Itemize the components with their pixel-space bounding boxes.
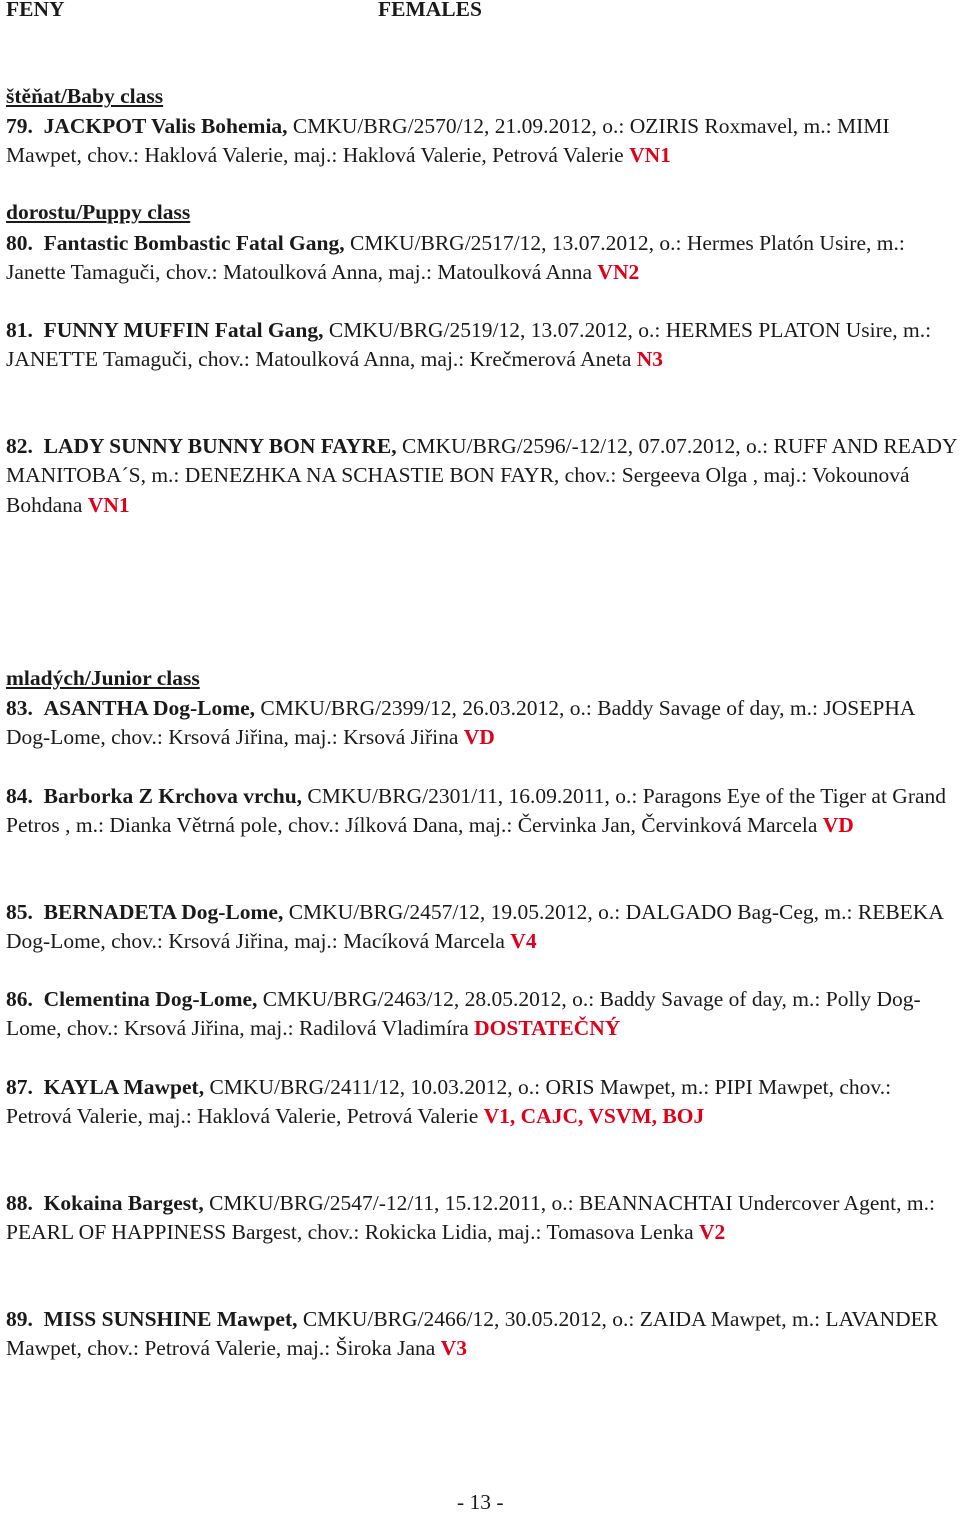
- entry-80: [6, 229, 960, 288]
- section-baby-class: štěňat/Baby class: [6, 84, 164, 108]
- entry-details: CMKU/BRG/2301/11, 16.09.2011, o.: Paragons Eye of the Tiger at Grand Petros , m.: Dianka Větrná pole, chov.: Jílková Dana, maj.: Červinka Jan, Červinková Marcela: [6, 784, 947, 838]
- entry-details: CMKU/BRG/2570/12, 21.09.2012, o.: OZIRIS Roxmavel, m.: MIMI Mawpet, chov.: Haklová Valerie, maj.: Haklová Valerie, Petrová Valerie: [6, 114, 890, 168]
- entry-82: [6, 432, 960, 520]
- entry-number: 84.: [6, 784, 33, 808]
- result-badge: V1, CAJC, VSVM, BOJ: [483, 1104, 705, 1129]
- entry-89: [6, 1305, 960, 1364]
- entry-number: 79.: [6, 114, 33, 138]
- entry-number: 81.: [6, 318, 33, 342]
- header-females: FEMALES: [378, 0, 482, 21]
- dog-name: JACKPOT Valis Bohemia,: [43, 114, 288, 138]
- dog-name: MISS SUNSHINE Mawpet,: [43, 1307, 298, 1331]
- result-badge: VN1: [87, 492, 130, 517]
- dog-name: BERNADETA Dog-Lome,: [43, 900, 284, 924]
- entry-details: CMKU/BRG/2596/-12/12, 07.07.2012, o.: RUFF AND READY MANITOBA´S, m.: DENEZHKA NA SCHASTIE BON FAYR, chov.: Sergeeva Olga , maj.: Vokounová Bohdana: [6, 434, 957, 517]
- result-badge: VD: [463, 725, 495, 750]
- entry-number: 80.: [6, 231, 33, 255]
- entry-84: [6, 782, 960, 841]
- page-number: - 13 -: [457, 1490, 504, 1514]
- entry-number: 85.: [6, 900, 33, 924]
- entry-details: CMKU/BRG/2457/12, 19.05.2012, o.: DALGADO Bag-Ceg, m.: REBEKA Dog-Lome, chov.: Krsová Jiřina, maj.: Macíková Marcela: [6, 900, 943, 954]
- result-badge: VN1: [629, 143, 671, 168]
- header-feny: FENY: [6, 0, 65, 21]
- result-badge: VN2: [597, 260, 640, 285]
- entry-details: CMKU/BRG/2519/12, 13.07.2012, o.: HERMES PLATON Usire, m.: JANETTE Tamaguči, chov.: Matoulková Anna, maj.: Krečmerová Aneta: [6, 318, 932, 372]
- entry-details: CMKU/BRG/2517/12, 13.07.2012, o.: Hermes Platón Usire, m.: Janette Tamaguči, chov.: Matoulková Anna, maj.: Matoulková Anna: [6, 231, 905, 285]
- dog-name: FUNNY MUFFIN Fatal Gang,: [43, 318, 324, 342]
- entry-details: CMKU/BRG/2463/12, 28.05.2012, o.: Baddy Savage of day, m.: Polly Dog-Lome, chov.: Krsová Jiřina, maj.: Radilová Vladimíra: [6, 987, 921, 1041]
- result-badge: V3: [440, 1336, 467, 1361]
- entry-81: [6, 316, 960, 375]
- section-junior-class: mladých/Junior class: [6, 666, 200, 690]
- entry-85: [6, 898, 960, 957]
- dog-name: Kokaina Bargest,: [43, 1191, 204, 1215]
- dog-name: ASANTHA Dog-Lome,: [43, 696, 256, 720]
- result-badge: DOSTATEČNÝ: [474, 1016, 621, 1041]
- entry-details: CMKU/BRG/2547/-12/11, 15.12.2011, o.: BEANNACHTAI Undercover Agent, m.: PEARL OF HAPPINESS Bargest, chov.: Rokicka Lidia, maj.: Tomasova Lenka: [6, 1191, 935, 1245]
- result-badge: N3: [636, 347, 664, 372]
- dog-name: Clementina Dog-Lome,: [43, 987, 258, 1011]
- dog-name: Fantastic Bombastic Fatal Gang,: [43, 231, 345, 255]
- entry-number: 82.: [6, 434, 33, 458]
- entry-details: CMKU/BRG/2466/12, 30.05.2012, o.: ZAIDA Mawpet, m.: LAVANDER Mawpet, chov.: Petrová Valerie, maj.: Široka Jana: [6, 1307, 939, 1361]
- section-puppy-class: dorostu/Puppy class: [6, 200, 191, 224]
- result-badge: V4: [510, 929, 537, 954]
- dog-name: LADY SUNNY BUNNY BON FAYRE,: [43, 434, 397, 458]
- entry-number: 83.: [6, 696, 33, 720]
- entry-88: [6, 1189, 960, 1248]
- entry-number: 88.: [6, 1191, 33, 1215]
- entry-details: CMKU/BRG/2399/12, 26.03.2012, o.: Baddy Savage of day, m.: JOSEPHA Dog-Lome, chov.: Krsová Jiřina, maj.: Krsová Jiřina: [6, 696, 915, 750]
- entry-details: CMKU/BRG/2411/12, 10.03.2012, o.: ORIS Mawpet, m.: PIPI Mawpet, chov.: Petrová Valerie, maj.: Haklová Valerie, Petrová Valerie: [6, 1075, 892, 1129]
- dog-name: KAYLA Mawpet,: [43, 1075, 205, 1099]
- entry-87: [6, 1073, 960, 1132]
- entry-number: 89.: [6, 1307, 33, 1331]
- result-badge: VD: [822, 813, 854, 838]
- entry-number: 87.: [6, 1075, 33, 1099]
- entry-83: [6, 694, 960, 753]
- result-badge: V2: [699, 1220, 726, 1245]
- entry-79: [6, 112, 960, 171]
- entry-number: 86.: [6, 987, 33, 1011]
- entry-86: [6, 985, 960, 1044]
- dog-name: Barborka Z Krchova vrchu,: [43, 784, 303, 808]
